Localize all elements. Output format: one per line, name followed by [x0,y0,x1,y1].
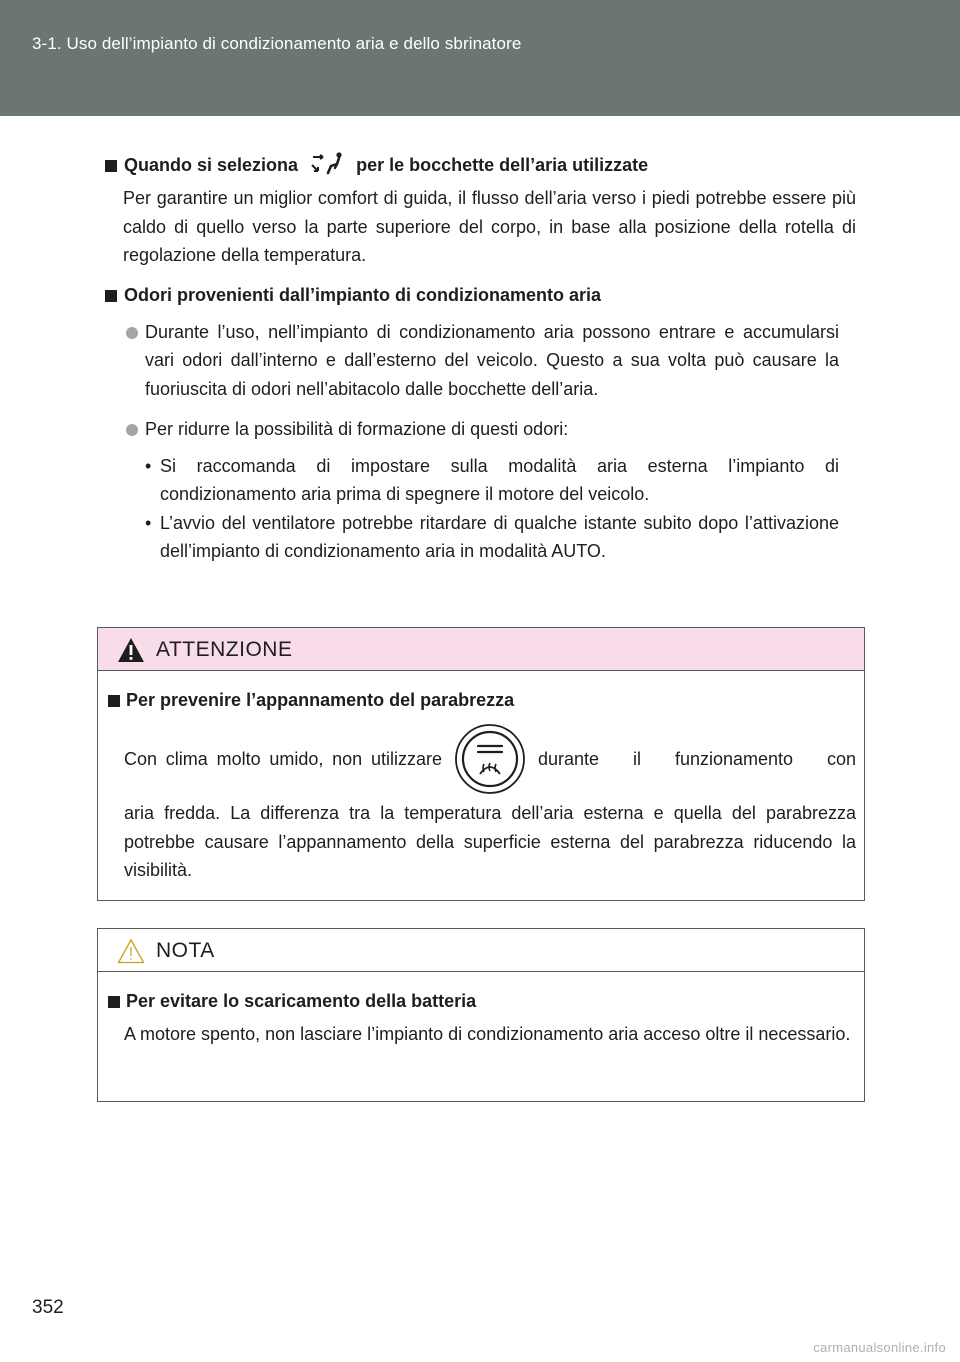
square-bullet-icon [105,290,117,302]
nota-title-text: Per evitare lo scaricamento della batteria [126,991,477,1011]
attenzione-box [97,627,865,901]
section-title-odors-text: Odori provenienti dall’impianto di condizionamento aria [124,284,602,305]
attenzione-inline-row [106,719,856,799]
circle-bullet-icon [126,424,138,436]
attenzione-label: ATTENZIONE [156,638,293,661]
nota-box [97,928,865,1102]
attenzione-title-text: Per prevenire l’appannamento del parabrezza [126,690,515,710]
sub-bullet-text: L’avvio del ventilatore potrebbe ritardare di qualche istante subito dopo l’attivazione dell’impianto di condizionamento aria in modalità AUTO. [160,512,839,561]
attenzione-text-after: durante il funzionamento con [538,748,856,769]
sub-bullet-text: Si raccomanda di impostare sulla modalità aria esterna l’impianto di condizionamento aria prima di spegnere il motore del veicolo. [160,455,839,504]
nota-label: NOTA [156,939,215,962]
attenzione-body [98,671,864,885]
page-header [0,0,960,116]
sub-list-item [100,452,856,509]
sub-bullet-marker: • [145,455,152,476]
feet-and-face-airflow-icon [309,152,345,176]
nota-text: A motore spento, non lasciare l’impianto di condizionamento aria acceso oltre il necessario. [124,1024,851,1044]
nota-header [98,929,864,972]
section-title-airflow-after: per le bocchette dell’aria utilizzate [356,155,649,175]
square-bullet-icon [105,160,117,172]
square-bullet-icon [108,695,120,707]
attenzione-text: aria fredda. La differenza tra la temperatura dell’aria esterna e quella del parabrezza potrebbe causare l’appannamento della superficie esterna del parabrezza riducendo la visibilità. [124,803,856,880]
attenzione-text-before: Con clima molto umido, non utilizzare [124,748,442,769]
section-airflow-text: Per garantire un miglior comfort di guida, il flusso dell’aria verso i piedi potrebbe essere più caldo di quello verso la parte superiore del corpo, in base alla posizione della rotella di regolazione della temperatura. [123,188,856,265]
warning-icon [116,636,146,664]
list-item [100,415,856,444]
list-item [100,318,856,404]
nota-body [98,972,864,1049]
attenzione-title [106,685,856,715]
sub-list-item [100,509,856,566]
chapter-title: 3-1. Uso dell’impianto di condizionamento aria e dello sbrinatore [32,34,522,53]
sub-bullet-marker: • [145,512,152,533]
main-content [100,150,856,566]
square-bullet-icon [108,996,120,1008]
caution-outline-icon [116,937,146,965]
section-title-airflow-before: Quando si seleziona [124,155,299,175]
attenzione-header [98,628,864,671]
bullet-text: Per ridurre la possibilità di formazione di questi odori: [145,419,569,439]
watermark: carmanualsonline.info [813,1340,946,1355]
circle-bullet-icon [126,327,138,339]
windshield-defroster-button-icon [454,723,526,795]
section-title-odors [100,280,856,310]
bullet-text: Durante l’uso, nell’impianto di condizionamento aria possono entrare e accumularsi vari odori dall’interno e dall’esterno del veicolo. Questo a sua volta può causare la fuoriuscita di odori nell’abitacolo dalle bocchette dell’aria. [145,321,839,399]
nota-title [106,986,856,1016]
page-number: 352 [32,1297,64,1318]
section-title-airflow [100,150,856,180]
